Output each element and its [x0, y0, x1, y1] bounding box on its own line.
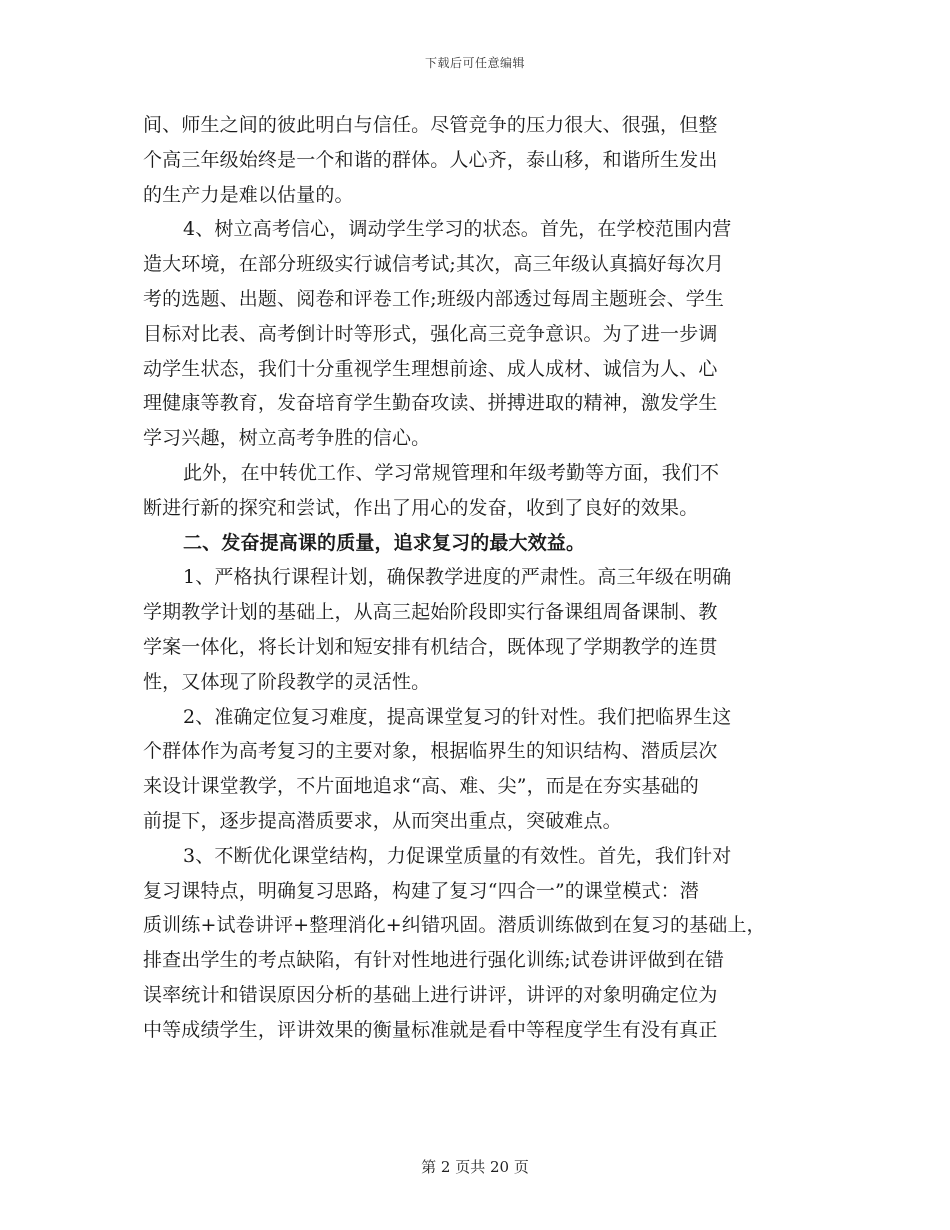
text-line: 个高三年级始终是一个和谐的群体。人心齐，泰山移，和谐所生发出 — [143, 148, 718, 171]
text-line: 动学生状态，我们十分重视学生理想前途、成人成材、诚信为人、心 — [143, 357, 718, 380]
text-line: 个群体作为高考复习的主要对象，根据临界生的知识结构、潜质层次 — [143, 740, 718, 763]
text-line: 排查出学生的考点缺陷，有针对性地进行强化训练;试卷讲评做到在错 — [143, 949, 725, 972]
page-header: 下载后可任意编辑 — [424, 56, 525, 70]
page-footer: 第 2 页共 20 页 — [421, 1158, 529, 1176]
text-line: 理健康等教育，发奋培育学生勤奋攻读、拼搏进取的精神，激发学生 — [143, 392, 718, 415]
document-body — [143, 108, 808, 1048]
text-line: 复习课特点，明确复习思路，构建了复习“四合一”的课堂模式：潜 — [143, 879, 699, 902]
text-line: 质训练+试卷讲评+整理消化+纠错巩固。潜质训练做到在复习的基础上， — [143, 914, 766, 937]
paragraph-start: 3、不断优化课堂结构，力促课堂质量的有效性。首先，我们针对 — [183, 844, 732, 867]
paragraph-start: 此外，在中转优工作、学习常规管理和年级考勤等方面，我们不 — [183, 461, 720, 484]
text-line: 学案一体化，将长计划和短安排有机结合，既体现了学期教学的连贯 — [143, 635, 718, 658]
text-line: 前提下，逐步提高潜质要求，从而突出重点，突破难点。 — [143, 809, 622, 832]
text-line: 性，又体现了阶段教学的灵活性。 — [143, 670, 431, 693]
text-line: 间、师生之间的彼此明白与信任。尽管竞争的压力很大、很强，但整 — [143, 114, 718, 136]
text-line: 学期教学计划的基础上，从高三起始阶段即实行备课组周备课制、教 — [143, 601, 718, 624]
text-line: 的生产力是难以估量的。 — [143, 183, 354, 206]
text-line: 中等成绩学生，评讲效果的衡量标准就是看中等程度学生有没有真正 — [143, 1018, 718, 1041]
text-line: 来设计课堂教学，不片面地追求“高、难、尖”，而是在夯实基础的 — [143, 775, 699, 798]
paragraph-start: 4、树立高考信心，调动学生学习的状态。首先，在学校范围内营 — [183, 218, 732, 241]
text-line: 误率统计和错误原因分析的基础上进行讲评，讲评的对象明确定位为 — [143, 983, 718, 1006]
text-line: 造大环境，在部分班级实行诚信考试;其次，高三年级认真搞好每次月 — [143, 253, 725, 276]
text-line: 目标对比表、高考倒计时等形式，强化高三竞争意识。为了进一步调 — [143, 322, 718, 345]
paragraph-start: 2、准确定位复习难度，提高课堂复习的针对性。我们把临界生这 — [183, 705, 732, 728]
text-line: 考的选题、出题、阅卷和评卷工作;班级内部透过每周主题班会、学生 — [143, 287, 725, 310]
text-line: 断进行新的探究和尝试，作出了用心的发奋，收到了良好的效果。 — [143, 496, 699, 519]
paragraph-start: 1、严格执行课程计划，确保教学进度的严肃性。高三年级在明确 — [183, 566, 732, 589]
section-heading: 二、发奋提高课的质量，追求复习的最大效益。 — [183, 531, 586, 554]
text-line: 学习兴趣，树立高考争胜的信心。 — [143, 427, 431, 450]
